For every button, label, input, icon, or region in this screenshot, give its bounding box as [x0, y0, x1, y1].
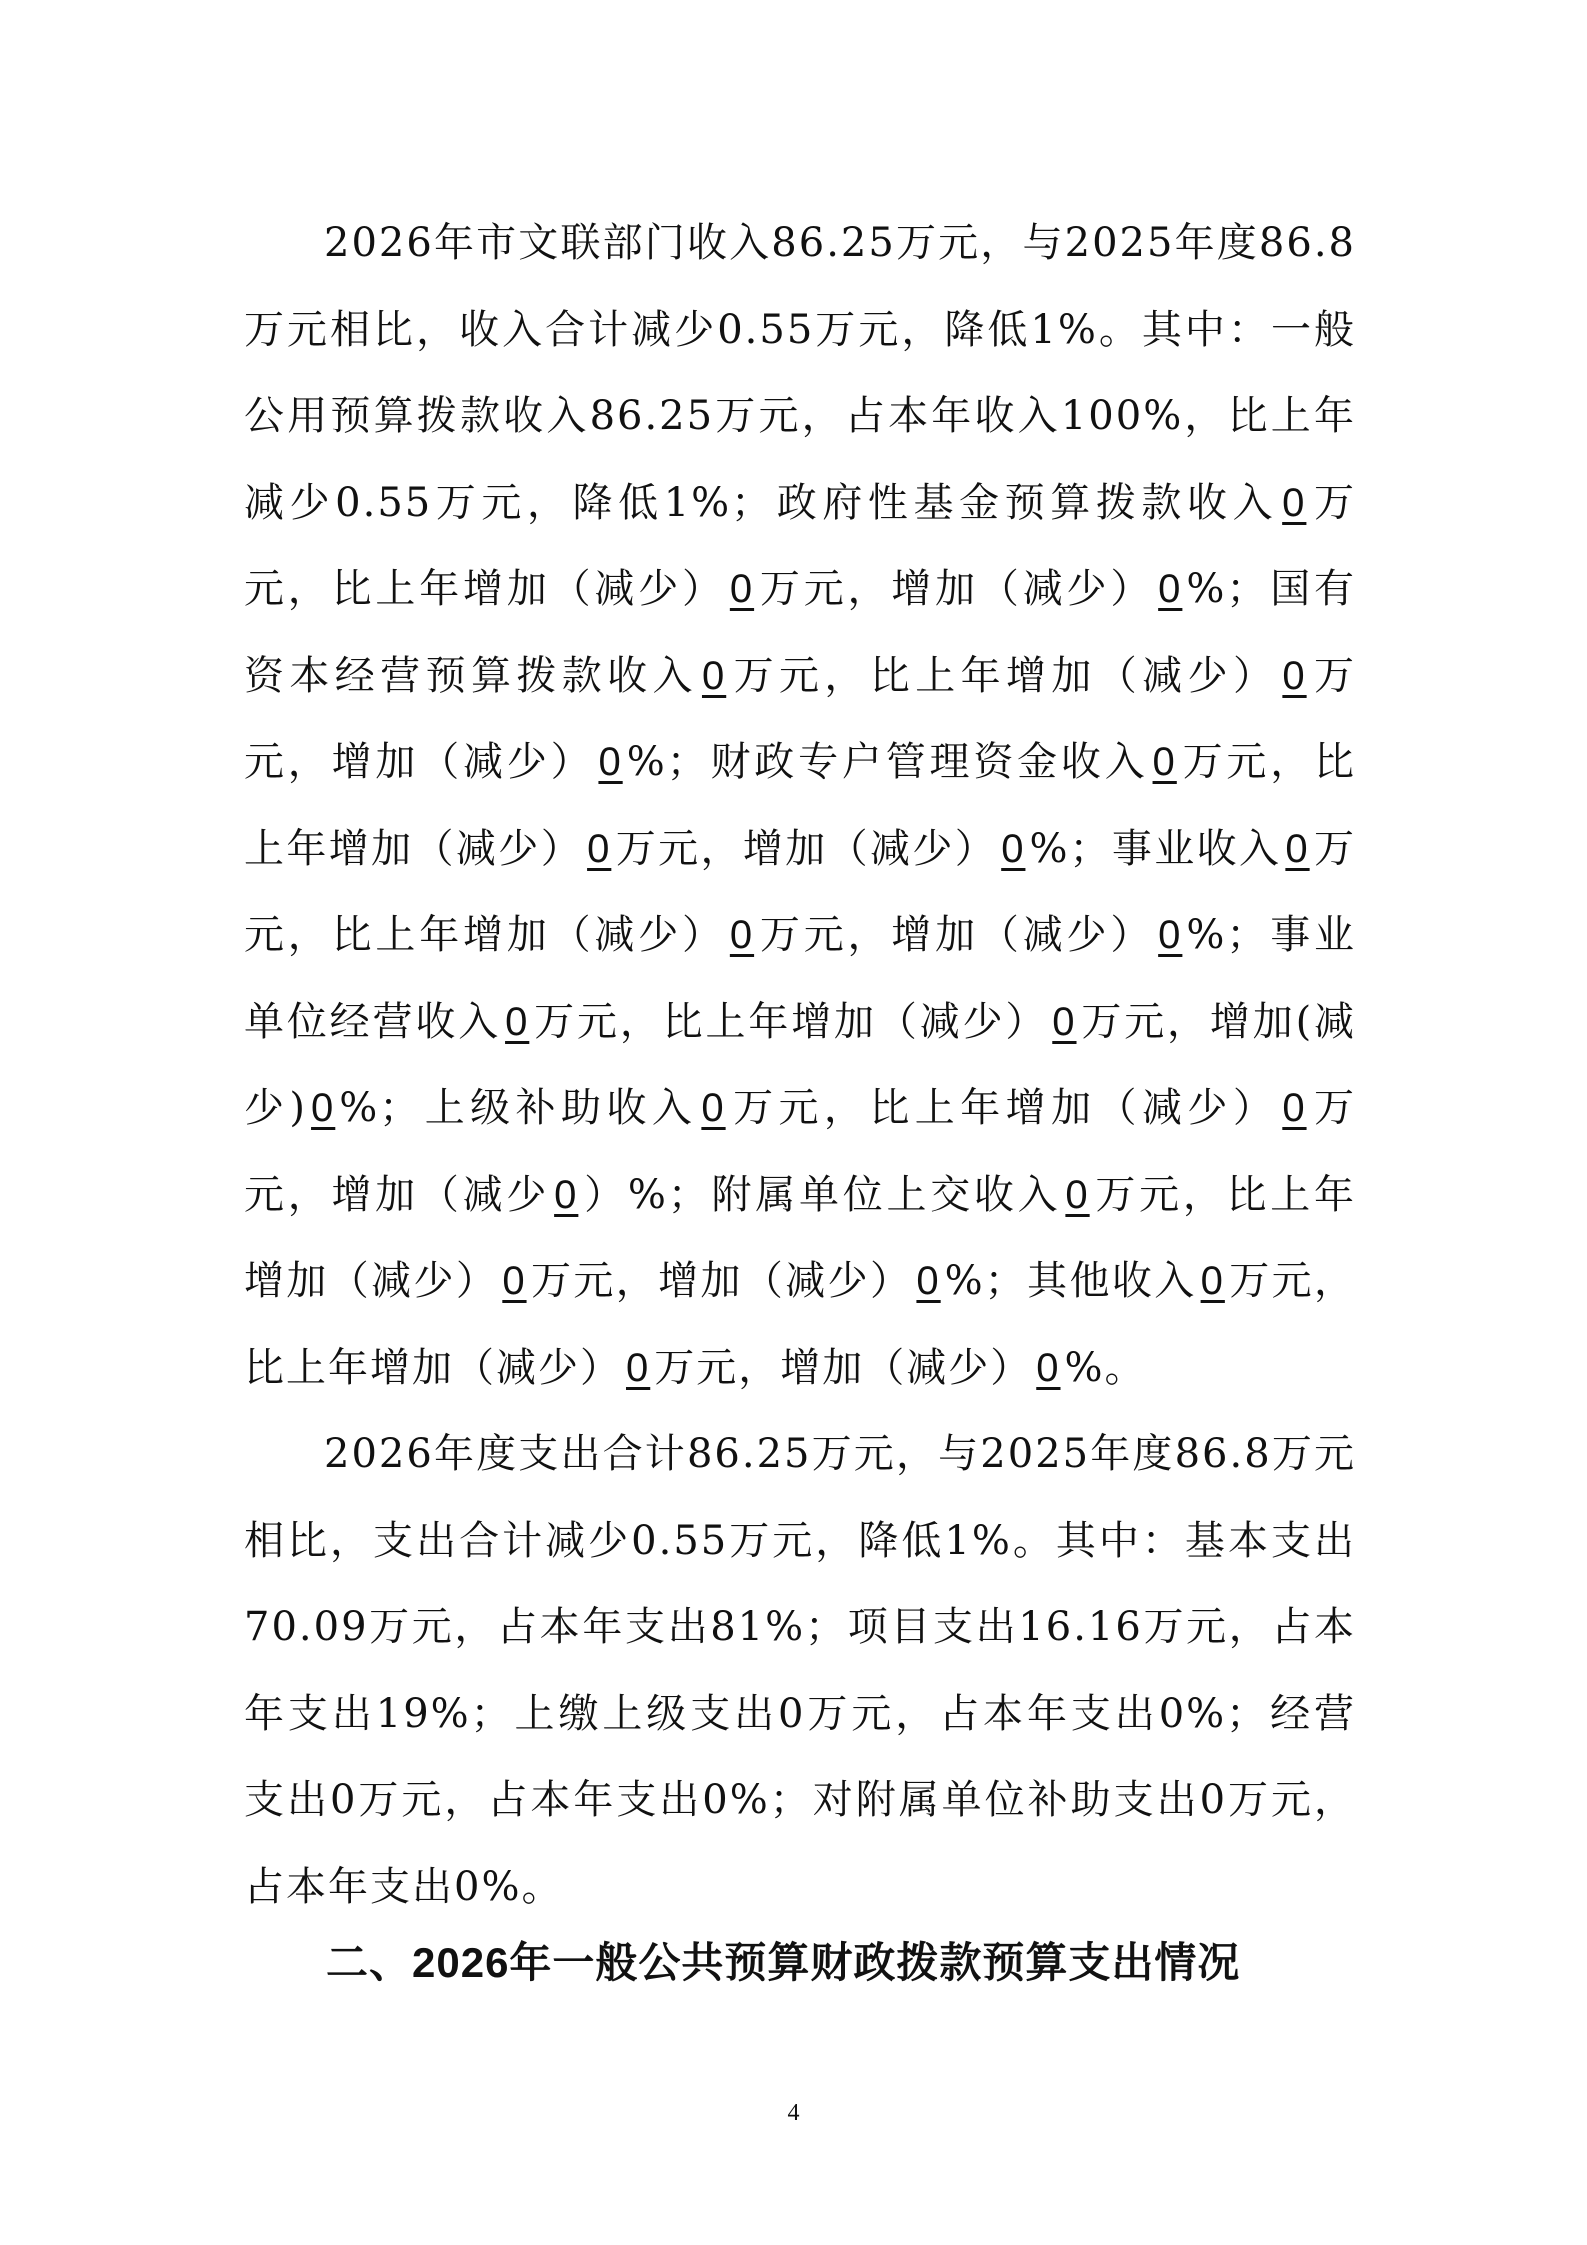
text-run: 万元，比上年增加（减少） [244, 825, 1357, 958]
filled-blank-value: 0 [502, 1259, 527, 1303]
text-run: 万元，增加(减少) [244, 998, 1357, 1131]
filled-blank-value: 0 [729, 913, 755, 957]
text-run: 万元，比上年增加（减少） [729, 1085, 1279, 1131]
filled-blank-value: 0 [916, 1259, 941, 1303]
income-paragraph [244, 200, 1356, 1411]
text-run: 万元，比上年增加（减少） [244, 1258, 1357, 1391]
text-run: 万元，比上年增加（减少） [244, 739, 1357, 872]
text-run: 2026年市文联部门收入86.25万元，与2025年度86.8万元相比，收入合计减少0.55万元，降低1%。其中：一般公用预算拨款收入86.25万元，占本年收入100%，比上年减少0.55万元，降低1%；政府性基金预算拨款收入 [244, 220, 1356, 526]
text-run: %；事业单位经营收入 [244, 912, 1357, 1045]
text-run: 万元，比上年增加（减少） [244, 1171, 1357, 1304]
page-number: 4 [787, 2100, 800, 2126]
text-run: 万元，增加（减少） [244, 652, 1357, 785]
text-run: %。 [1064, 1344, 1147, 1391]
filled-blank-value: 0 [1285, 826, 1310, 871]
filled-blank-value: 0 [1282, 653, 1307, 698]
filled-blank-value: 0 [554, 1172, 579, 1217]
text-run: 万元，增加（减少） [758, 912, 1155, 958]
text-run: 万元，增加（减少 [244, 1085, 1356, 1218]
filled-blank-value: 0 [701, 653, 727, 698]
filled-blank-value: 0 [587, 826, 612, 871]
body-text [244, 200, 1356, 1930]
text-run: %；国有资本经营预算拨款收入 [244, 566, 1357, 699]
text-run: %；事业收入 [1029, 825, 1282, 872]
filled-blank-value: 0 [701, 1086, 726, 1130]
section-heading: 二、2026年一般公共预算财政拨款预算支出情况 [326, 1939, 1241, 1986]
filled-blank-value: 0 [1158, 567, 1183, 611]
text-run: 万元，比上年增加（减少） [244, 479, 1356, 612]
text-run: %；其他收入 [944, 1258, 1197, 1304]
text-run: 万元，比上年增加（减少） [533, 998, 1049, 1045]
text-run: 万元，增加（减少） [530, 1258, 913, 1304]
text-run: %；上级补助收入 [339, 1085, 698, 1131]
text-run: 万元，增加（减少） [654, 1344, 1033, 1391]
filled-blank-value: 0 [1001, 826, 1026, 871]
filled-blank-value: 0 [1036, 1345, 1061, 1390]
text-run: %；财政专户管理资金收入 [626, 739, 1149, 785]
filled-blank-value: 0 [626, 1345, 651, 1390]
filled-blank-value: 0 [729, 567, 755, 611]
filled-blank-value: 0 [1282, 1086, 1307, 1130]
text-run: 万元，增加（减少） [758, 566, 1155, 612]
filled-blank-value: 0 [1282, 480, 1307, 525]
filled-blank-value: 0 [1200, 1259, 1225, 1303]
text-run: 万元，增加（减少） [615, 825, 998, 872]
filled-blank-value: 0 [311, 1086, 336, 1130]
filled-blank-value: 0 [505, 999, 530, 1044]
filled-blank-value: 0 [1158, 913, 1183, 957]
expense-paragraph: 2026年度支出合计86.25万元，与2025年度86.8万元相比，支出合计减少0.55万元，降低1%。其中：基本支出70.09万元，占本年支出81%；项目支出16.16万元，占本年支出19%；上缴上级支出0万元，占本年支出0%；经营支出0万元，占本年支出0%；对附属单位补助支出0万元，占本年支出0%。 [244, 1431, 1356, 1910]
filled-blank-value: 0 [1152, 740, 1177, 784]
text-run: 万元，比上年增加（减少） [730, 652, 1279, 699]
filled-blank-value: 0 [1065, 1172, 1090, 1217]
filled-blank-value: 0 [598, 740, 623, 784]
filled-blank-value: 0 [1052, 999, 1077, 1044]
text-run: ）%；附属单位上交收入 [582, 1171, 1062, 1218]
